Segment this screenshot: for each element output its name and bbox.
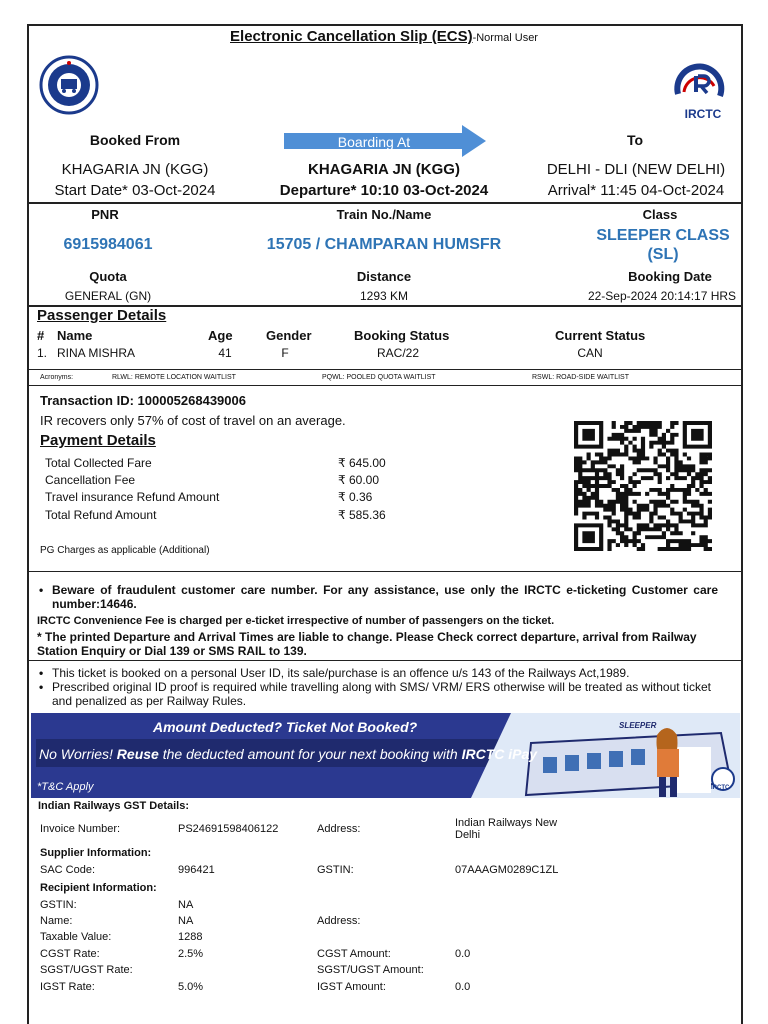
recipient-name-label: Name: bbox=[40, 915, 73, 927]
acronym-rswl: RSWL: ROAD-SIDE WAITLIST bbox=[532, 374, 629, 381]
from-station: KHAGARIA JN (KGG) bbox=[61, 161, 209, 178]
col-header-number: # bbox=[37, 328, 45, 343]
quota-value: GENERAL (GN) bbox=[64, 289, 152, 303]
cancellation-fee-value: ₹ 60.00 bbox=[338, 473, 379, 487]
cancellation-fee-label: Cancellation Fee bbox=[45, 473, 136, 487]
banner-message-b: Reuse bbox=[116, 746, 159, 762]
total-refund-label: Total Refund Amount bbox=[45, 508, 157, 522]
acronyms-label: Acronyms: bbox=[40, 374, 74, 381]
acronym-pqwl: PQWL: POOLED QUOTA WAITLIST bbox=[322, 374, 436, 381]
sac-label: SAC Code: bbox=[40, 864, 96, 876]
arrival-time: Arrival* 11:45 04-Oct-2024 bbox=[547, 182, 725, 199]
cgst-amount-label: CGST Amount: bbox=[317, 948, 391, 960]
banner-headline: Amount Deducted? Ticket Not Booked? bbox=[153, 719, 418, 735]
cgst-rate-label: CGST Rate: bbox=[40, 948, 100, 960]
qr-code-icon bbox=[574, 421, 712, 551]
igst-rate-label: IGST Rate: bbox=[40, 981, 95, 993]
sgst-rate-label: SGST/UGST Rate: bbox=[40, 964, 133, 976]
quota-label: Quota bbox=[89, 269, 127, 284]
fraud-warning: • Beware of fraudulent customer care number. For any assistance, use only the IRCTC e-ticketing Customer care number:14646. bbox=[52, 583, 718, 611]
passenger-details-title: Passenger Details bbox=[37, 307, 167, 324]
insurance-refund-label: Travel insurance Refund Amount bbox=[45, 490, 220, 504]
recipient-name-value: NA bbox=[178, 915, 194, 927]
passenger-current-status: CAN bbox=[577, 346, 603, 360]
fare-label: Total Collected Fare bbox=[45, 456, 152, 470]
class-label: Class bbox=[642, 207, 678, 222]
taxable-value-label: Taxable Value: bbox=[40, 931, 112, 943]
class-value-line1: SLEEPER CLASS bbox=[596, 227, 730, 244]
col-header-gender: Gender bbox=[266, 328, 312, 343]
to-station: DELHI - DLI (NEW DELHI) bbox=[546, 161, 726, 178]
fare-value: ₹ 645.00 bbox=[338, 456, 386, 470]
slip-title-main: Electronic Cancellation Slip (ECS) bbox=[230, 28, 473, 45]
to-label: To bbox=[626, 132, 644, 148]
banner-message-a: No Worries! bbox=[39, 746, 113, 762]
banner-message-c: the deducted amount for your next booking with bbox=[162, 746, 458, 762]
total-refund-value: ₹ 585.36 bbox=[338, 508, 386, 522]
divider bbox=[29, 369, 741, 370]
slip-title bbox=[0, 28, 768, 46]
passenger-gender: F bbox=[281, 346, 289, 360]
col-header-age: Age bbox=[208, 328, 233, 343]
train-value: 15705 / CHAMPARAN HUMSFR bbox=[266, 236, 502, 253]
address-line1: Indian Railways New bbox=[455, 817, 558, 829]
slip-title-suffix: -Normal User bbox=[472, 32, 538, 44]
banner-badge: IRCTC bbox=[711, 785, 730, 791]
taxable-value: 1288 bbox=[178, 931, 203, 943]
address-line2: Delhi bbox=[455, 829, 481, 841]
col-header-booking-status: Booking Status bbox=[354, 328, 450, 343]
passenger-age: 41 bbox=[218, 346, 232, 360]
irctc-logo-text: IRCTC bbox=[684, 107, 722, 121]
address-label: Address: bbox=[317, 823, 361, 835]
class-value-line2: (SL) bbox=[647, 246, 679, 263]
recipient-gstin-label: GSTIN: bbox=[40, 899, 77, 911]
payment-details-title: Payment Details bbox=[40, 432, 156, 449]
departure-time: Departure* 10:10 03-Oct-2024 bbox=[279, 182, 489, 199]
ipay-banner[interactable] bbox=[31, 713, 740, 798]
timing-note: * The printed Departure and Arrival Times are liable to change. Please Check correct departure, arrival from Railway Station Enquiry or Dial 139 or SMS RAIL to 139. bbox=[37, 630, 697, 658]
gst-title: Indian Railways GST Details: bbox=[38, 800, 189, 812]
distance-label: Distance bbox=[356, 269, 412, 284]
recipient-address-label: Address: bbox=[317, 915, 361, 927]
boarding-at-label: Boarding At bbox=[337, 134, 411, 150]
indian-railways-emblem-icon bbox=[38, 55, 100, 115]
invoice-value: PS24691598406122 bbox=[178, 823, 279, 835]
passenger-number: 1. bbox=[37, 346, 48, 360]
sgst-amount-label: SGST/UGST Amount: bbox=[317, 964, 424, 976]
col-header-current-status: Current Status bbox=[555, 328, 646, 343]
id-proof-note: • Prescribed original ID proof is required while travelling along with SMS/ VRM/ ERS otherwise will be treated as without ticket and penalized as per Railway Rules. bbox=[52, 680, 718, 708]
personal-id-note: • This ticket is booked on a personal User ID, its sale/purchase is an offence u/s 143 of the Railways Act,1989. bbox=[52, 666, 718, 680]
booking-date-label: Booking Date bbox=[628, 269, 712, 284]
passenger-booking-status: RAC/22 bbox=[376, 346, 420, 360]
banner-message-d: IRCTC iPay bbox=[461, 746, 538, 762]
insurance-refund-value: ₹ 0.36 bbox=[338, 490, 373, 504]
cgst-amount-value: 0.0 bbox=[455, 948, 471, 960]
convenience-fee-note: IRCTC Convenience Fee is charged per e-ticket irrespective of number of passengers on the ticket. bbox=[37, 615, 555, 627]
pg-charges-note: PG Charges as applicable (Additional) bbox=[40, 545, 210, 556]
cgst-rate-value: 2.5% bbox=[178, 948, 204, 960]
recipient-gstin-value: NA bbox=[178, 899, 194, 911]
recovery-note: IR recovers only 57% of cost of travel on an average. bbox=[40, 413, 346, 428]
recipient-info-label: Recipient Information: bbox=[40, 882, 157, 894]
invoice-label: Invoice Number: bbox=[40, 823, 121, 835]
passenger-name: RINA MISHRA bbox=[57, 346, 136, 360]
divider bbox=[29, 202, 741, 204]
divider bbox=[29, 571, 741, 572]
qr-modules bbox=[574, 421, 712, 551]
banner-message bbox=[39, 746, 537, 762]
sac-value: 996421 bbox=[178, 864, 215, 876]
pnr-label: PNR bbox=[91, 207, 119, 222]
supplier-gstin-value: 07AAAGM0289C1ZL bbox=[455, 864, 559, 876]
banner-train-word: SLEEPER bbox=[619, 721, 657, 730]
supplier-gstin-label: GSTIN: bbox=[317, 864, 354, 876]
divider bbox=[29, 385, 741, 386]
transaction-id: Transaction ID: 100005268439006 bbox=[40, 393, 246, 408]
pnr-value: 6915984061 bbox=[63, 236, 153, 253]
start-date: Start Date* 03-Oct-2024 bbox=[54, 182, 216, 199]
igst-amount-value: 0.0 bbox=[455, 981, 471, 993]
boarding-station: KHAGARIA JN (KGG) bbox=[308, 161, 460, 178]
booked-from-label: Booked From bbox=[89, 132, 181, 148]
igst-amount-label: IGST Amount: bbox=[317, 981, 386, 993]
distance-value: 1293 KM bbox=[359, 289, 409, 303]
booking-date-value: 22-Sep-2024 20:14:17 HRS bbox=[587, 289, 737, 303]
supplier-info-label: Supplier Information: bbox=[40, 847, 152, 859]
divider bbox=[29, 660, 741, 661]
igst-rate-value: 5.0% bbox=[178, 981, 204, 993]
col-header-name: Name bbox=[57, 328, 93, 343]
train-label: Train No./Name bbox=[336, 207, 432, 222]
banner-tc: *T&C Apply bbox=[37, 781, 94, 793]
acronym-rlwl: RLWL: REMOTE LOCATION WAITLIST bbox=[112, 374, 236, 381]
